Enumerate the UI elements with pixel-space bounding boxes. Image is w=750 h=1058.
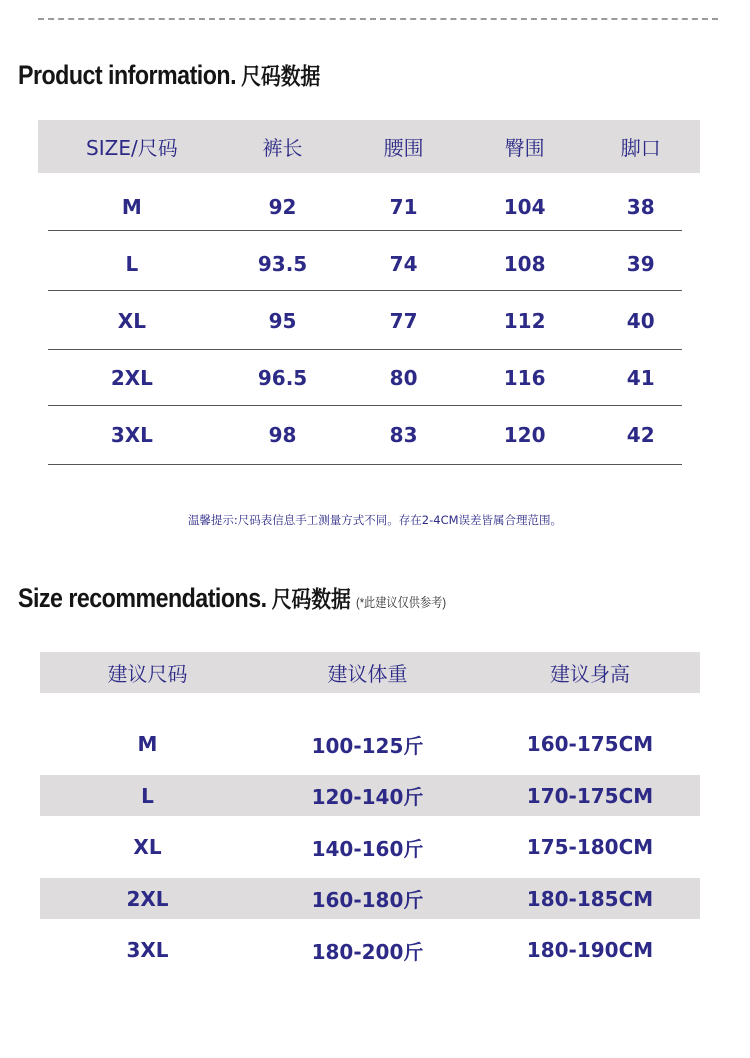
cell-weight: 140-160斤 [311,836,424,861]
size-recommend-title-cn: 尺码数据 [271,586,351,612]
cell-waist: 74 [389,251,418,276]
cell-hem: 38 [626,194,655,219]
cell-weight: 100-125斤 [311,733,424,758]
top-dashed-divider [38,18,718,20]
cell-height: 180-190CM [526,938,654,962]
cell-hip: 108 [503,251,546,276]
cell-weight: 180-200斤 [311,939,424,964]
size-recommend-title-en: Size recommendations. [18,583,267,613]
cell-hip: 112 [503,308,546,333]
cell-height: 180-185CM [526,886,654,911]
header-length: 裤长 [262,136,303,160]
cell-size: 3XL [126,938,169,962]
header-hem: 脚口 [620,136,661,160]
cell-hem: 42 [626,422,655,447]
cell-length: 95 [268,308,297,333]
cell-height: 160-175CM [526,732,654,756]
cell-size: XL [133,835,162,859]
cell-hip: 104 [503,194,546,219]
cell-hip: 116 [503,365,546,390]
header-recommend-weight: 建议体重 [327,662,408,686]
table-row [40,924,700,976]
product-info-title-cn: 尺码数据 [241,63,321,89]
cell-size: 3XL [110,422,153,447]
cell-length: 96.5 [257,365,308,390]
cell-height: 170-175CM [526,783,654,808]
product-table-header [38,120,700,173]
cell-size: XL [117,308,146,333]
table-row [40,718,700,770]
cell-waist: 77 [389,308,418,333]
cell-length: 98 [268,422,297,447]
table-row [38,349,700,406]
header-hip: 臀围 [504,136,545,160]
cell-size: L [125,251,139,276]
cell-hem: 41 [626,365,655,390]
cell-length: 92 [268,194,297,219]
cell-hem: 39 [626,251,655,276]
cell-height: 175-180CM [526,835,654,859]
cell-waist: 71 [389,194,418,219]
size-recommend-note: (*此建议仅供参考) [355,595,447,610]
row-divider [48,290,682,291]
table-row [40,878,700,919]
row-divider [48,230,682,231]
cell-waist: 83 [389,422,418,447]
header-recommend-size: 建议尺码 [107,662,188,686]
header-size: SIZE/尺码 [86,136,178,160]
cell-hem: 40 [626,308,655,333]
header-recommend-height: 建议身高 [550,662,630,686]
recommend-table-header [40,652,700,693]
table-row [38,292,700,349]
cell-weight: 120-140斤 [311,785,424,809]
table-row [38,406,700,463]
measurement-tip: 温馨提示:尺码表信息手工测量方式不同。存在2-4CM误差皆属合理范围。 [187,513,563,527]
cell-length: 93.5 [257,251,308,276]
cell-weight: 160-180斤 [311,888,424,912]
cell-waist: 80 [389,365,418,390]
cell-size: 2XL [110,365,153,390]
header-waist: 腰围 [383,136,424,160]
table-row [38,178,700,235]
table-row [40,821,700,873]
cell-size: 2XL [126,886,169,911]
cell-size: M [137,732,158,756]
cell-size: L [141,783,154,808]
table-row [38,235,700,292]
recommend-table-body [40,718,700,976]
product-info-title [18,58,320,91]
cell-hip: 120 [503,422,546,447]
cell-size: M [121,194,142,219]
row-divider [48,464,682,465]
product-info-title-en: Product information. [18,60,237,90]
product-table-body [38,178,700,463]
size-recommend-title [18,581,446,614]
table-row [40,775,700,816]
